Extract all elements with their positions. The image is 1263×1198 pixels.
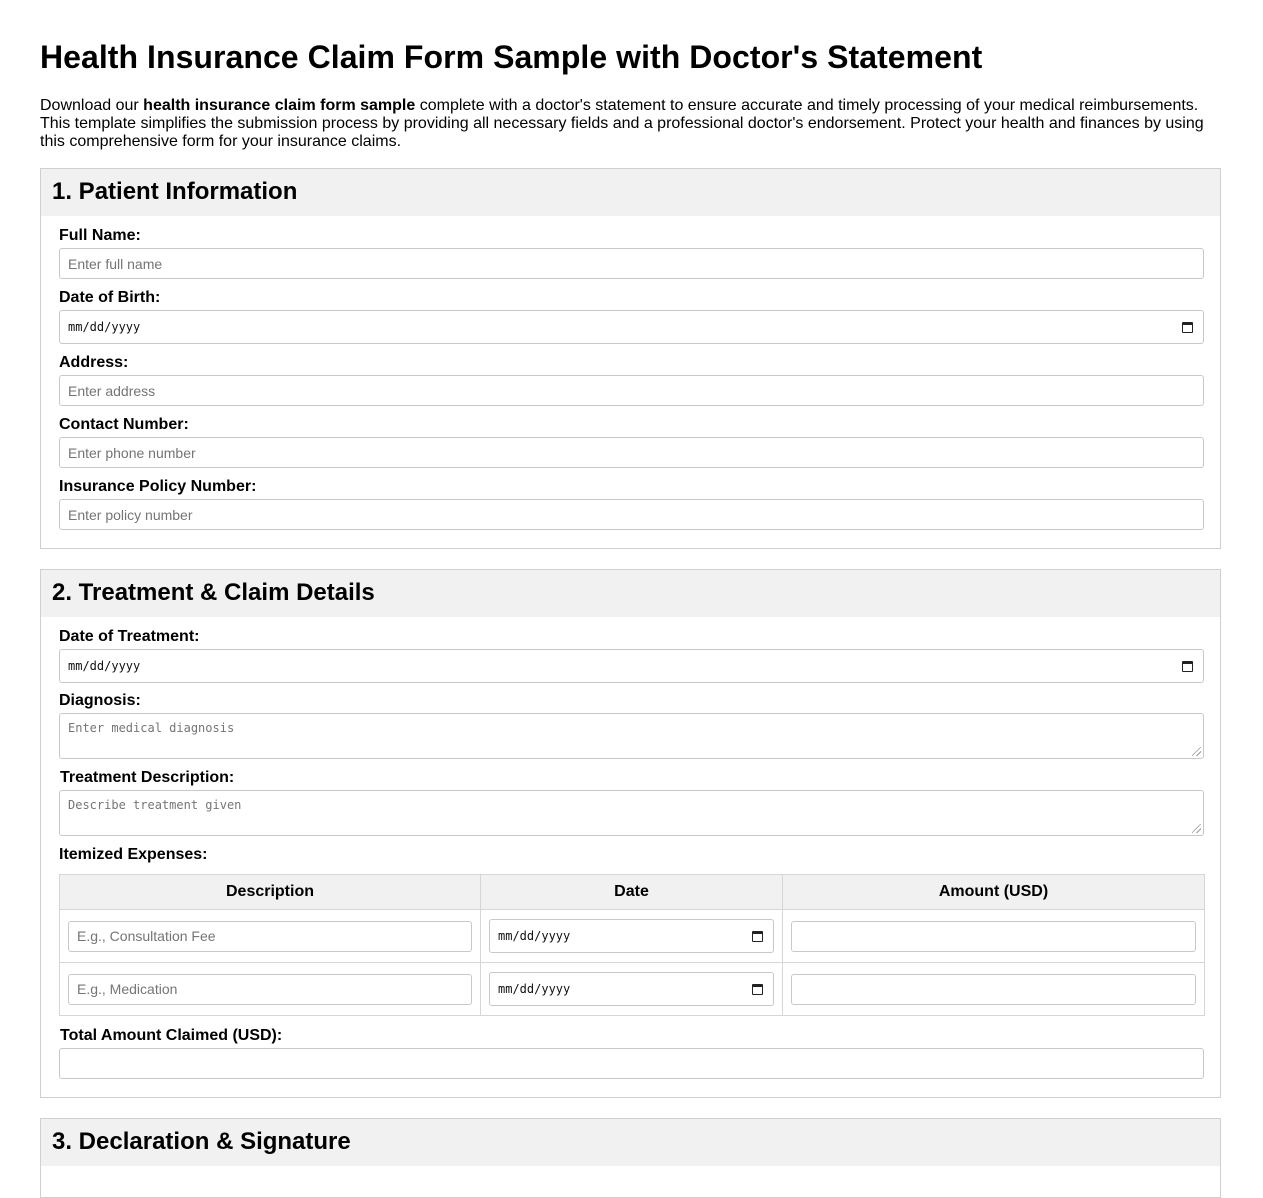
dob-value: mm/dd/yyyy [68,320,141,334]
table-cell [481,963,783,1016]
treatment-date-value: mm/dd/yyyy [68,659,141,673]
treatment-description-placeholder: Describe treatment given [68,798,242,812]
diagnosis-textarea[interactable] [59,713,1204,759]
address-field[interactable] [59,375,1204,406]
treatment-date-field[interactable] [59,649,1204,683]
resize-grip-icon[interactable] [1192,747,1201,756]
full-name-field[interactable] [59,248,1204,279]
diagnosis-label: Diagnosis: [59,692,141,709]
expense-date-input[interactable] [489,972,774,1006]
dob-field[interactable] [59,310,1204,344]
intro-prefix: Download our [40,97,144,114]
intro-suffix: complete with a doctor's statement to ensure accurate and timely processing of your medical reimbursements. This template simplifies the submission process by providing all necessary fields and a professional doctor's endorsement. Protect your health and finances by using this comprehensive form for your insurance claims. [40,97,1204,150]
calendar-icon[interactable] [1182,661,1193,672]
address-label: Address: [59,354,129,371]
treatment-description-label: Treatment Description: [60,769,235,786]
expense-description-input[interactable] [68,974,472,1005]
section-heading-patient: 1. Patient Information [41,169,1220,216]
calendar-icon[interactable] [752,984,763,995]
treatment-date-label: Date of Treatment: [59,628,200,645]
patient-information-section [40,168,1221,549]
table-header-row [60,875,1205,910]
itemized-expenses-label: Itemized Expenses: [59,846,208,863]
address-placeholder: Enter address [68,382,156,399]
total-amount-label: Total Amount Claimed (USD): [60,1027,283,1044]
resize-grip-icon[interactable] [1192,824,1201,833]
expense-amount-input[interactable] [791,921,1196,952]
column-header-amount: Amount (USD) [783,875,1205,910]
table-cell [783,963,1205,1016]
expense-description-placeholder: E.g., Medication [77,981,178,997]
calendar-icon[interactable] [1182,322,1193,333]
declaration-signature-section [40,1118,1221,1198]
intro-bold: health insurance claim form sample [143,97,416,114]
total-amount-field[interactable] [59,1048,1204,1079]
table-cell [60,910,481,963]
intro-paragraph [40,97,1215,151]
section-heading-declaration: 3. Declaration & Signature [41,1119,1220,1166]
expense-description-placeholder: E.g., Consultation Fee [77,928,216,944]
column-header-description: Description [60,875,481,910]
full-name-placeholder: Enter full name [68,255,163,272]
dob-label: Date of Birth: [59,289,161,306]
expense-date-value: mm/dd/yyyy [498,929,571,943]
itemized-expenses-table [59,874,1205,1016]
diagnosis-placeholder: Enter medical diagnosis [68,721,235,735]
table-cell [481,910,783,963]
calendar-icon[interactable] [752,931,763,942]
table-row [60,963,1205,1016]
table-row [60,910,1205,963]
expense-description-input[interactable] [68,921,472,952]
policy-number-placeholder: Enter policy number [68,506,193,523]
full-name-label: Full Name: [59,227,141,244]
contact-number-label: Contact Number: [59,416,189,433]
expense-date-input[interactable] [489,919,774,953]
treatment-description-textarea[interactable] [59,790,1204,836]
treatment-claim-section [40,569,1221,1098]
contact-number-placeholder: Enter phone number [68,444,196,461]
section-heading-treatment: 2. Treatment & Claim Details [41,570,1220,617]
column-header-date: Date [481,875,783,910]
table-cell [60,963,481,1016]
expense-amount-input[interactable] [791,974,1196,1005]
expense-date-value: mm/dd/yyyy [498,982,571,996]
page-title: Health Insurance Claim Form Sample with Doctor's Statement [40,39,983,75]
policy-number-label: Insurance Policy Number: [59,478,257,495]
policy-number-field[interactable] [59,499,1204,530]
table-cell [783,910,1205,963]
contact-number-field[interactable] [59,437,1204,468]
